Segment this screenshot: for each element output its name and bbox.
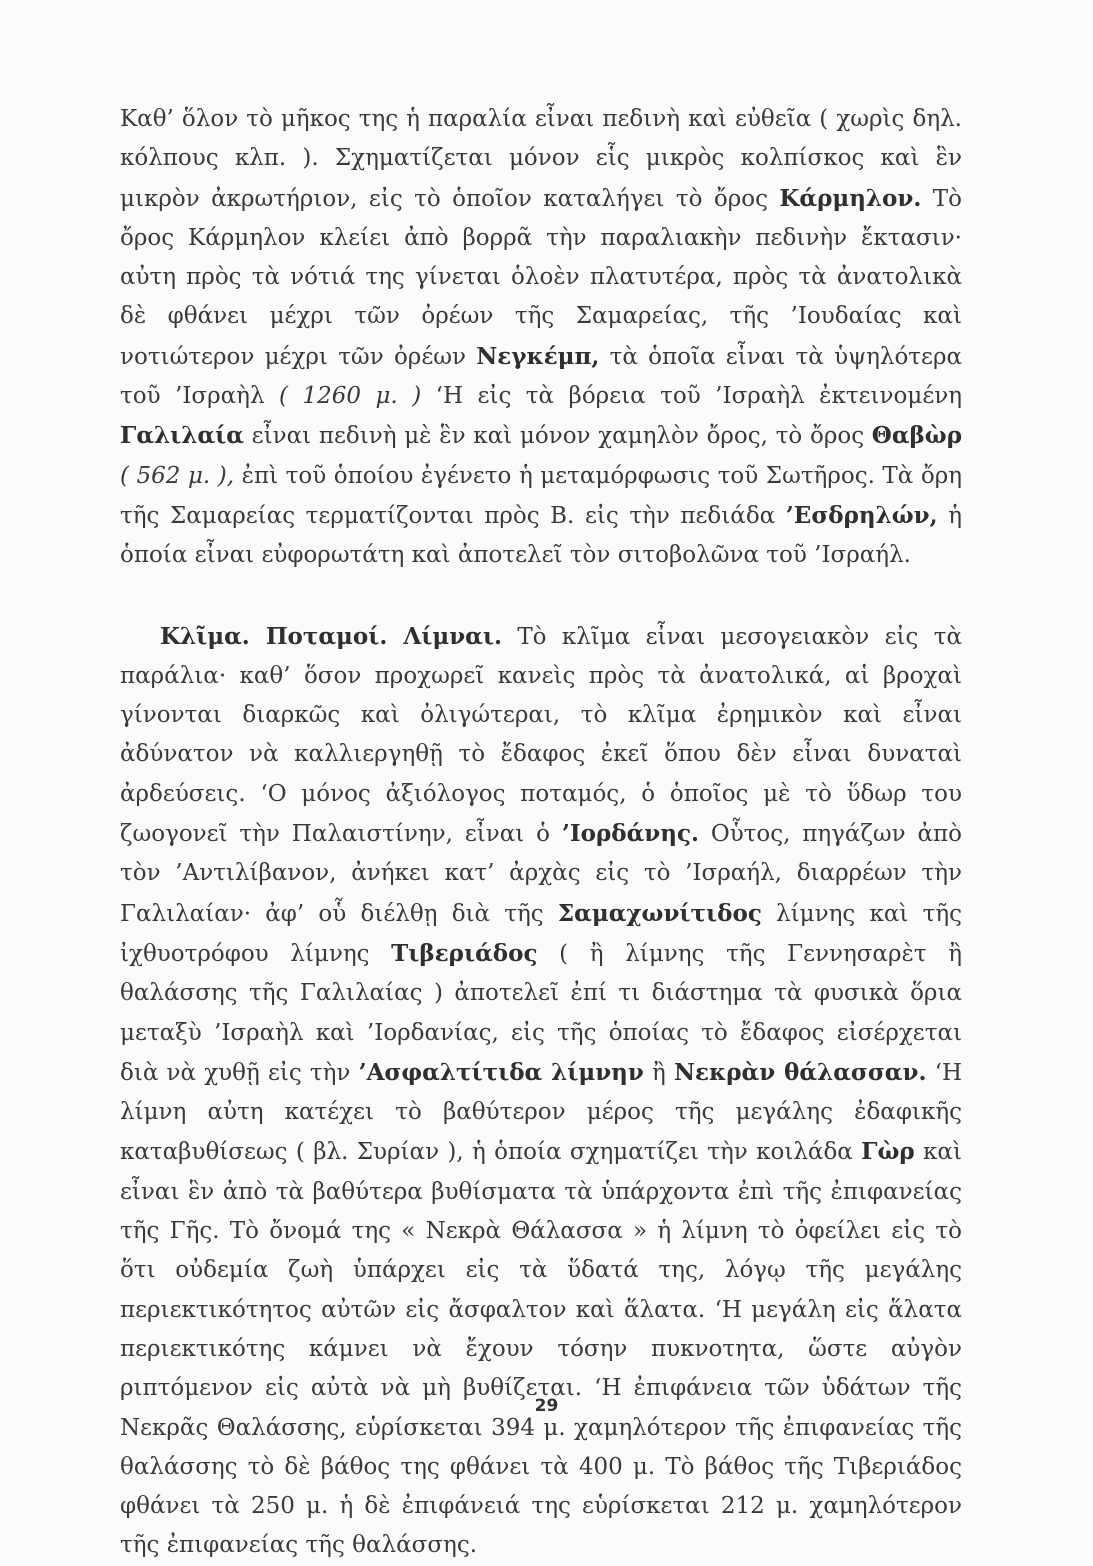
text-run: τὰ ὁποῖα εἶναι τὰ ὑψηλότερα τοῦ ’Ισραὴλ (120, 343, 963, 410)
italic-measure: ( 1260 μ. ) (279, 383, 422, 410)
bold-term: Νεκρὰν θάλασσαν. (673, 1058, 927, 1086)
bold-term: Γὼρ (861, 1138, 915, 1166)
page-body (120, 100, 962, 1566)
text-run: ‘Η εἰς τὰ βόρεια τοῦ ’Ισραὴλ ἐκτεινομένη (421, 383, 962, 410)
text-run: ἢ (643, 1059, 674, 1086)
bold-term: Κάρμηλον. (779, 184, 922, 212)
text-run: λίμνης καὶ τῆς ἰχθυοτρόφου λίμνης (120, 900, 962, 967)
text-run: Τὸ ὄρος Κάρμηλον κλείει ἀπὸ βορρᾶ τὴν παραλιακὴν πεδινὴν ἔκτασιν· αὐτη πρὸς τὰ νότιά της γίνεται ὁλοὲν πλατυτέρα, πρὸς τὰ ἀνατολικὰ δὲ φθάνει μέχρι τῶν ὀρέων τῆς Σαμαρείας, τῆς ’Ιουδαίας καὶ νοτιώτερον μέχρι τῶν ὀρέων (120, 185, 962, 370)
bold-term: Θαβὼρ (871, 422, 962, 450)
text-run: εἶναι πεδινὴ μὲ ἓν καὶ μόνον χαμηλὸν ὄρος, τὸ ὄρος (243, 423, 872, 450)
paragraph-climate-rivers-lakes (120, 617, 962, 1566)
text-run: ἐπὶ τοῦ ὁποίου ἐγένετο ἡ μεταμόρφωσις τοῦ Σωτῆρος. Τὰ ὄρη τῆς Σαμαρείας τερματίζονται πρὸς Β. εἰς τὴν πεδιάδα (120, 462, 962, 529)
text-run: ‘Η λίμνη αὐτη κατέχει τὸ βαθύτερον μέρος τῆς μεγάλης ἐδαφικῆς καταβυθίσεως ( βλ. Συρίαν ), ἡ ὁποία σχηματίζει τὴν κοιλάδα (120, 1059, 963, 1166)
paragraph-coastline (120, 100, 962, 576)
bold-term: Κλῖμα. Ποταμοί. Λίμναι. (160, 622, 502, 650)
bold-term: ’Εσδρηλών, (785, 501, 938, 529)
bold-term: Τιβεριάδος (391, 939, 538, 967)
text-run: Τὸ κλῖμα εἶναι μεσογειακὸν εἰς τὰ παράλια· καθ’ ὅσον προχωρεῖ κανεὶς πρὸς τὰ ἀνατολικά, αἱ βροχαὶ γίνονται διαρκῶς καὶ ὀλιγώτεραι, τὸ κλῖμα ἐρημικὸν καὶ εἶναι ἀδύνατον νὰ καλλιεργηθῇ τὸ ἔδαφος ἐκεῖ ὅπου δὲν εἶναι δυναταὶ ἀρδεύσεις. ‘Ο μόνος ἀξιόλογος ποταμός, ὁ ὁποῖος μὲ τὸ ὕδωρ του ζωογονεῖ τὴν Παλαιστίνην, εἶναι ὁ (120, 623, 962, 848)
bold-term: Γαλιλαία (120, 422, 244, 450)
text-run: καὶ εἶναι ἓν ἀπὸ τὰ βαθύτερα βυθίσματα τὰ ὑπάρχοντα ἐπὶ τῆς ἐπιφανείας τῆς Γῆς. Τὸ ὄνομά της « Νεκρὰ Θάλασσα » ἡ λίμνη τὸ ὀφείλει εἰς τὸ ὅτι οὐδεμία ζωὴ ὑπάρχει εἰς τὰ ὕδατά της, λόγῳ τῆς μεγάλης περιεκτικότητος αὐτῶν εἰς ἄσφαλτον καὶ ἅλατα. ‘Η μεγάλη εἰς ἅλατα περιεκτικότης κάμνει νὰ ἔχουν τόσην πυκνοτητα, ὥστε αὐγὸν ριπτόμενον εἰς αὐτὰ νὰ μὴ βυθίζεται. ‘Η ἐπιφάνεια τῶν ὑδάτων τῆς Νεκρᾶς Θαλάσσης, εὑρίσκεται 394 μ. χαμηλότερον τῆς ἐπιφανείας τῆς θαλάσσης τὸ δὲ βάθος της φθάνει τὰ 400 μ. Τὸ βάθος τῆς Τιβεριάδος φθάνει τὰ 250 μ. ἡ δὲ ἐπιφάνειά της εὑρίσκεται 212 μ. χαμηλότερον τῆς ἐπιφανείας τῆς θαλάσσης. (120, 1139, 962, 1559)
bold-term: Νεγκέμπ, (476, 342, 600, 370)
bold-term: Σαμαχωνίτιδος (557, 899, 762, 927)
bold-term: ’Ασφαλτίτιδα λίμνην (358, 1058, 644, 1086)
text-run: Οὗτος, πηγάζων ἀπὸ τὸν ’Αντιλίβανον, ἀνήκει κατ’ ἀρχὰς εἰς τὸ ’Ισραήλ, διαρρέων τὴν Γαλιλαίαν· ἀφ’ οὗ διέλθῃ διὰ τῆς (120, 821, 963, 927)
italic-measure: ( 562 μ. ), (120, 462, 235, 489)
text-run: Καθ’ ὅλον τὸ μῆκος της ἡ παραλία εἶναι πεδινὴ καὶ εὐθεῖα ( χωρὶς δηλ. κόλπους κλπ. ). Σχηματίζεται μόνον εἷς μικρὸς κολπίσκος καὶ ἓν μικρὸν ἀκρωτήριον, εἰς τὸ ὁποῖον καταλήγει τὸ ὄρος (120, 106, 962, 212)
text-run: ( ἢ λίμνης τῆς Γεννησαρὲτ ἢ θαλάσσης τῆς Γαλιλαίας ) ἀποτελεῖ ἐπί τι διάστημα τὰ φυσικὰ ὅρια μεταξὺ ’Ισραὴλ καὶ ’Ιορδανίας, εἰς τῆς ὁποίας τὸ ἔδαφος εἰσέρχεται διὰ νὰ χυθῇ εἰς τὴν (120, 940, 962, 1086)
text-run: ἡ ὁποία εἶναι εὐφορωτάτη καὶ ἀποτελεῖ τὸν σιτοβολῶνα τοῦ ’Ισραήλ. (120, 502, 962, 569)
page-number: 29 (534, 1396, 559, 1416)
bold-term: ’Ιορδάνης. (561, 820, 699, 848)
